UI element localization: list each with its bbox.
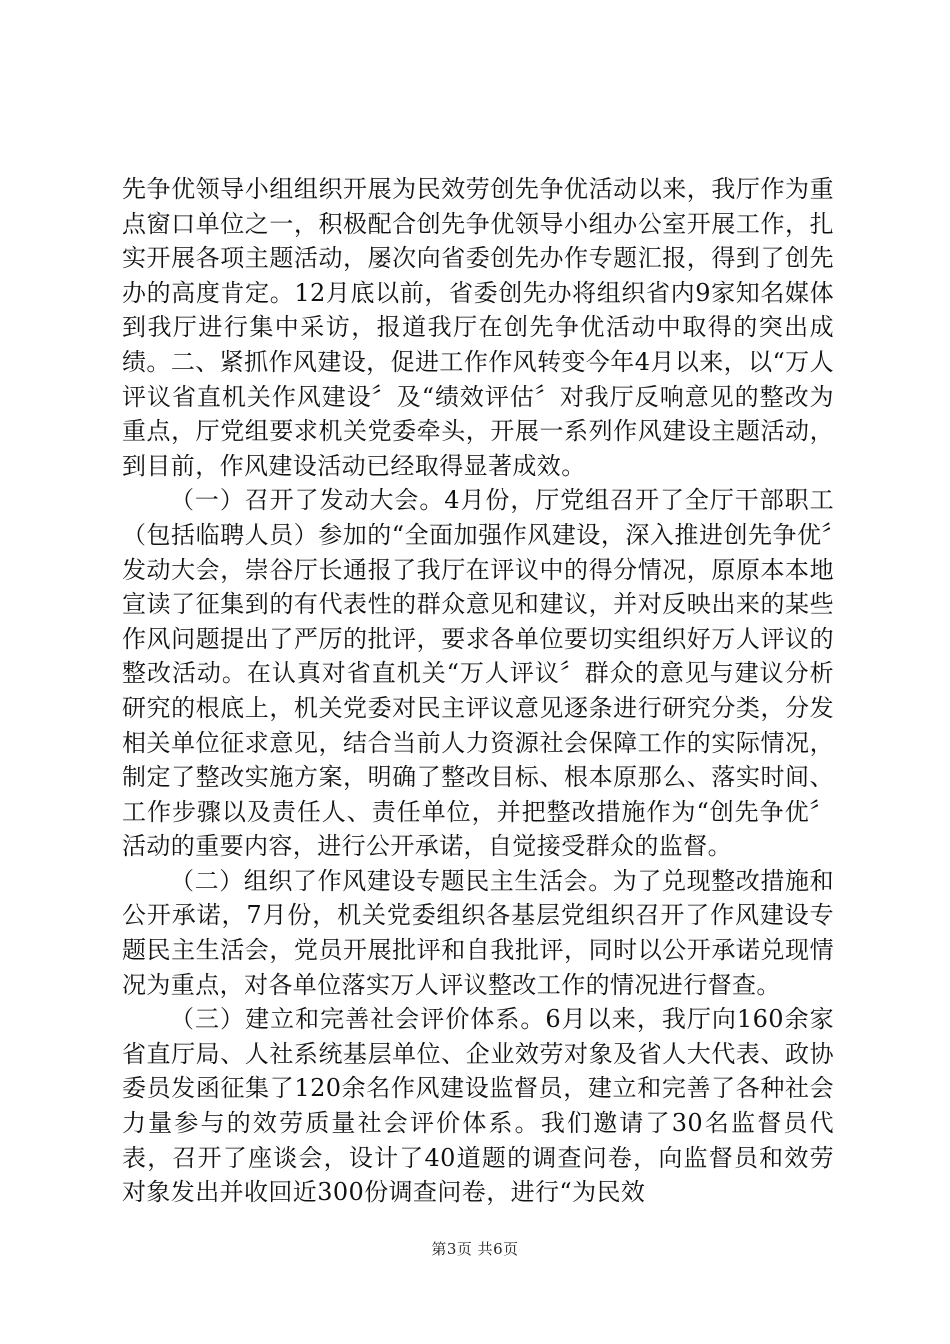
document-body [122,172,834,1210]
paragraph-democratic-life-meeting: （二）组织了作风建设专题民主生活会。为了兑现整改措施和公开承诺，7月份，机关党委组织各基层党组织召开了作风建设专题民主生活会，党员开展批评和自我批评，同时以公开承诺兑现情况为重点，对各单位落实万人评议整改工作的情况进行督查。 [122,866,834,999]
paragraph-evaluation-system: （三）建立和完善社会评价体系。6月以来，我厅向160余家省直厅局、人社系统基层单位、企业效劳对象及省人大代表、政协委员发函征集了120余名作风建设监督员，建立和完善了各种社会力量参与的效劳质量社会评价体系。我们邀请了30名监督员代表，召开了座谈会，设计了40道题的调查问卷，向监督员和效劳对象发出并收回近300份调查问卷，进行“为民效 [122,1005,834,1207]
paragraph-continuation: 先争优领导小组组织开展为民效劳创先争优活动以来，我厅作为重点窗口单位之一，积极配合创先争优领导小组办公室开展工作，扎实开展各项主题活动，屡次向省委创先办作专题汇报，得到了创先办的高度肯定。12月底以前，省委创先办将组织省内9家知名媒体到我厅进行集中采访，报道我厅在创先争优活动中取得的突出成绩。二、紧抓作风建设，促进工作作风转变今年4月以来，以“万人评议省直机关作风建设〞及“绩效评估〞对我厅反响意见的整改为重点，厅党组要求机关党委牵头，开展一系列作风建设主题活动，到目前，作风建设活动已经取得显著成效。 [122,175,834,480]
paragraph-mobilization-meeting: （一）召开了发动大会。4月份，厅党组召开了全厅干部职工（包括临聘人员）参加的“全面加强作风建设，深入推进创先争优〞发动大会，崇谷厅长通报了我厅在评议中的得分情况，原原本本地宣读了征集到的有代表性的群众意见和建议，并对反映出来的某些作风问题提出了严厉的批评，要求各单位要切实组织好万人评议的整改活动。在认真对省直机关“万人评议〞群众的意见与建议分析研究的根底上，机关党委对民主评议意见逐条进行研究分类，分发相关单位征求意见，结合当前人力资源社会保障工作的实际情况，制定了整改实施方案，明确了整改目标、根本原那么、落实时间、工作步骤以及责任人、责任单位，并把整改措施作为“创先争优〞活动的重要内容，进行公开承诺，自觉接受群众的监督。 [122,486,834,861]
page-footer: 第3页 共6页 [431,1240,519,1258]
